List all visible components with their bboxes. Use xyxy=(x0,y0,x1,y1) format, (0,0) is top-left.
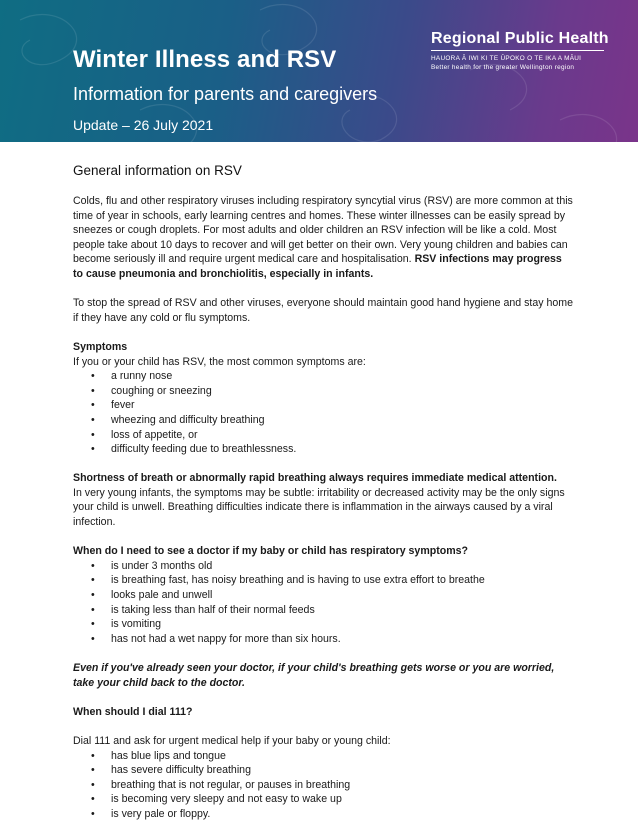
list-item: • loss of appetite, or xyxy=(73,428,573,443)
symptoms-list xyxy=(73,369,573,457)
list-item: • is vomiting xyxy=(73,617,573,632)
list-item: • is taking less than half of their normal feeds xyxy=(73,603,573,618)
list-item: • difficulty feeding due to breathlessness. xyxy=(73,442,573,457)
list-item: • looks pale and unwell xyxy=(73,588,573,603)
intro-bold-text: RSV infections may progress to cause pneumonia and bronchiolitis, especially in infants. xyxy=(73,253,562,280)
doctor-heading: When do I need to see a doctor if my baby or child has respiratory symptoms? xyxy=(73,545,468,558)
list-item: • breathing that is not regular, or pauses in breathing xyxy=(73,778,573,793)
list-item: • has not had a wet nappy for more than six hours. xyxy=(73,632,573,647)
header-banner xyxy=(0,0,638,142)
list-item: • is very pale or floppy. xyxy=(73,807,573,822)
symptoms-heading: Symptoms xyxy=(73,340,128,353)
symptoms-lead: If you or your child has RSV, the most common symptoms are: xyxy=(73,355,366,368)
doctor-list xyxy=(73,559,573,647)
breath-warning: Shortness of breath or abnormally rapid breathing always requires immediate medical attention. xyxy=(73,472,557,485)
brand-divider xyxy=(431,50,604,51)
page-title: Winter Illness and RSV xyxy=(73,46,337,73)
brand-name: Regional Public Health xyxy=(431,30,609,47)
dial-heading: When should I dial 111? xyxy=(73,705,193,718)
section-heading: General information on RSV xyxy=(73,163,242,178)
list-item: • is under 3 months old xyxy=(73,559,573,574)
list-item: • is becoming very sleepy and not easy to wake up xyxy=(73,792,573,807)
breath-paragraph: In very young infants, the symptoms may be subtle: irritability or decreased activity may be the only signs your child is unwell. Breathing difficulties indicate there is inflammation in the airways caused by a viral infection. xyxy=(73,486,565,529)
doctor-note: Even if you've already seen your doctor, if your child's breathing gets worse or you are worried, take your child back to the doctor. xyxy=(73,662,555,689)
list-item: • wheezing and difficulty breathing xyxy=(73,413,573,428)
intro-text: Colds, flu and other respiratory viruses including respiratory syncytial virus (RSV) are more common at this time of year in schools, early learning centres and homes. These winter illnesses can be easily spread by sneezes or cough droplets. For most adults and older children an RSV infection will be like a cold. Most people take about 10 days to recover and will get better on their own. Very young children and babies can become seriously ill and require urgent medical care and hospitalisation. xyxy=(73,195,573,266)
brand-tagline-maori: HAUORA Ā IWI KI TE ŪPOKO O TE IKA A MĀUI xyxy=(431,55,582,62)
brand-logo xyxy=(431,30,609,72)
page-subtitle: Information for parents and caregivers xyxy=(73,84,378,104)
list-item: • has severe difficulty breathing xyxy=(73,763,573,778)
list-item: • fever xyxy=(73,398,573,413)
update-date: Update – 26 July 2021 xyxy=(73,117,214,133)
dial-lead: Dial 111 and ask for urgent medical help if your baby or young child: xyxy=(73,734,391,747)
list-item: • a runny nose xyxy=(73,369,573,384)
list-item: • coughing or sneezing xyxy=(73,384,573,399)
brand-tagline: Better health for the greater Wellington region xyxy=(431,64,575,71)
document-body xyxy=(73,142,573,836)
intro-paragraph xyxy=(73,194,573,282)
list-item: • is breathing fast, has noisy breathing and is having to use extra effort to breathe xyxy=(73,573,573,588)
spread-paragraph: To stop the spread of RSV and other viruses, everyone should maintain good hand hygiene and stay home if they have any cold or flu symptoms. xyxy=(73,297,573,324)
list-item: • has blue lips and tongue xyxy=(73,749,573,764)
dial-list xyxy=(73,749,573,822)
